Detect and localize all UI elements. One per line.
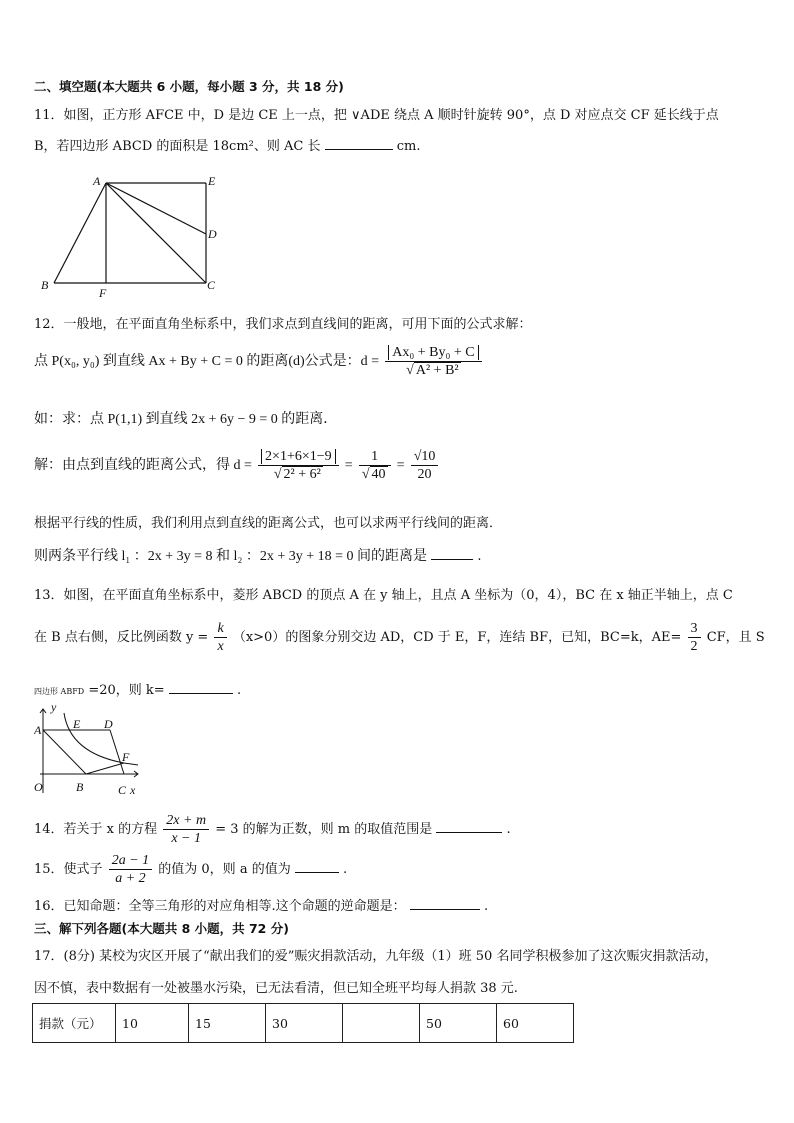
solution-denominator-2: 40	[371, 467, 386, 482]
solution-lead: 解：由点到直线的距离公式，得 d =	[34, 458, 252, 473]
formula-fraction: $\frac{\text{Ax₀ + By₀ + C}}{\text{√ A² + B²}}$	[385, 344, 481, 379]
point-label-c: C	[207, 278, 216, 292]
point-label-a: A	[93, 174, 101, 188]
three-numerator: 3	[688, 620, 701, 638]
two-denominator: 2	[690, 639, 698, 654]
question-11-line1: 11．如图，正方形 AFCE 中，D 是边 CE 上一点，把 ∨ADE 绕点 A 顺时针旋转 90°，点 D 对应点交 CF 延长线于点	[34, 108, 719, 123]
table-cell: 15	[189, 1004, 266, 1043]
axis-label-x: x	[130, 783, 136, 797]
area-subscript: 四边形 ABFD	[34, 687, 85, 696]
question-15-numerator: 2a − 1	[109, 852, 152, 870]
question-11-text: B，若四边形 ABCD 的面积是 18cm²、则 AC 长	[34, 139, 321, 154]
question-16-end: .	[483, 899, 489, 914]
question-14-numerator: 2x + m	[163, 812, 209, 830]
solution-fraction-1: $\frac{2\times 1+6\times 1-9}{\text{√ 2² + 6²}}$	[258, 448, 339, 483]
question-15-fraction	[109, 852, 152, 887]
question-15-tail: 的值为 0，则 a 的值为	[158, 862, 291, 877]
formula-numerator: Ax₀ + By₀ + C	[388, 345, 478, 360]
question-15-lead: 15．使式子	[34, 862, 103, 877]
question-14-denominator: x − 1	[171, 831, 201, 846]
distance-formula	[34, 344, 484, 379]
table-cell: 50	[420, 1004, 497, 1043]
donation-table	[32, 1003, 574, 1043]
question-15	[34, 852, 347, 887]
axis-label-y: y	[51, 703, 57, 714]
answer-blank	[436, 818, 502, 833]
section-heading: 二、填空题(本大题共 6 小题，每小题 3 分，共 18 分)	[34, 79, 344, 94]
three-halves-fraction	[688, 620, 701, 655]
point-label-f: F	[122, 750, 130, 764]
answer-blank	[431, 545, 473, 560]
formula-lead: 点 P(x₀, y₀) 到直线 Ax + By + C = 0 的距离(d)公式是：d =	[34, 354, 380, 369]
question-11-line2	[34, 135, 421, 154]
solution-denominator-3: 20	[417, 467, 432, 482]
square-figure	[36, 170, 226, 300]
point-label-e: E	[73, 717, 81, 731]
question-15-denominator: a + 2	[115, 871, 146, 886]
answer-blank	[295, 858, 339, 873]
solution-fraction-3	[411, 448, 439, 483]
question-13-line2	[34, 620, 765, 655]
table-cell: 30	[266, 1004, 343, 1043]
question-17-line2: 因不慎，表中数据有一处被墨水污染，已无法看清，但已知全班平均每人捐款 38 元.	[34, 981, 518, 996]
question-14	[34, 812, 511, 847]
point-label-f: F	[99, 286, 107, 300]
k-over-x-fraction	[214, 620, 226, 655]
answer-blank	[325, 135, 393, 150]
question-13-line1: 13．如图，在平面直角坐标系中，菱形 ABCD 的顶点 A 在 y 轴上，且点 A 坐标为（0，4），BC 在 x 轴正半轴上，点 C	[34, 588, 733, 603]
question-15-end: .	[342, 862, 348, 877]
x-denominator: x	[217, 639, 224, 654]
point-label-d: D	[104, 717, 113, 731]
question-13-text-a: 在 B 点右侧，反比例函数 y =	[34, 630, 209, 645]
question-14-end: .	[506, 822, 511, 837]
solution-numerator-1: 2×1+6×1−9	[261, 449, 336, 464]
question-13-end: .	[236, 683, 242, 698]
answer-blank	[169, 679, 233, 694]
question-12-ask	[34, 545, 481, 565]
section-heading: 三、解下列各题(本大题共 8 小题，共 72 分)	[34, 921, 289, 936]
question-12-end: .	[477, 549, 482, 564]
solution-denominator-1: 2² + 6²	[283, 467, 321, 482]
question-14-lead: 14．若关于 x 的方程	[34, 822, 158, 837]
question-14-fraction	[163, 812, 209, 847]
solution-numerator-3: √10	[411, 448, 439, 466]
question-16	[34, 895, 488, 914]
question-11-unit: cm.	[396, 139, 421, 154]
solution-fraction-2: $\frac{1}{√ 40}$	[359, 448, 391, 483]
point-label-c: C	[118, 783, 127, 797]
solution-numerator-2: 1	[359, 448, 391, 466]
question-13-text-d: =20，则 k=	[88, 683, 165, 698]
point-label-a: A	[34, 723, 42, 737]
question-14-tail: = 3 的解为正数，则 m 的取值范围是	[215, 822, 433, 837]
point-label-e: E	[208, 174, 216, 188]
table-cell: 10	[116, 1004, 189, 1043]
k-numerator: k	[214, 620, 226, 638]
question-12-text: 则两条平行线 l₁ ：2x + 3y = 8 和 l₂ ：2x + 3y + 18 = 0 间的距离是	[34, 549, 428, 564]
point-label-b: B	[76, 780, 84, 794]
table-cell-header: 捐款（元）	[33, 1004, 116, 1043]
question-13-text-b: （x>0）的图象分别交边 AD，CD 于 E，F，连结 BF，已知，BC=k，AE=	[232, 630, 682, 645]
parallel-text: 根据平行线的性质，我们利用点到直线的距离公式，也可以求两平行线间的距离．	[34, 516, 503, 531]
example-text: 如：求：点 P(1,1) 到直线 2x + 6y − 9 = 0 的距离．	[34, 412, 338, 427]
rhombus-graph-figure	[34, 703, 146, 798]
table-cell-stained	[343, 1004, 420, 1043]
solution-line: 解：由点到直线的距离公式，得 d = $\frac{2\times 1+6\times 1-9}{\text{√ 2² + 6²}}$ = $\frac{1}{√ 40}$ = $\frac{√10}{20}$	[34, 448, 440, 483]
question-13-line3	[34, 679, 241, 698]
question-16-text: 16．已知命题：全等三角形的对应角相等.这个命题的逆命题是：	[34, 899, 406, 914]
origin-label-o: O	[34, 780, 43, 794]
point-label-b: B	[41, 278, 49, 292]
question-13-text-c: CF，且 S	[706, 630, 765, 645]
table-row	[33, 1004, 574, 1043]
question-12-intro: 12．一般地，在平面直角坐标系中，我们求点到直线间的距离，可用下面的公式求解：	[34, 317, 532, 332]
table-cell: 60	[497, 1004, 574, 1043]
question-17-line1: 17．(8分) 某校为灾区开展了“献出我们的爱”赈灾捐款活动，九年级（1）班 50 名同学积极参加了这次赈灾捐款活动，	[34, 949, 718, 964]
answer-blank	[410, 895, 480, 910]
point-label-d: D	[208, 227, 217, 241]
formula-denominator: A² + B²	[415, 363, 459, 378]
